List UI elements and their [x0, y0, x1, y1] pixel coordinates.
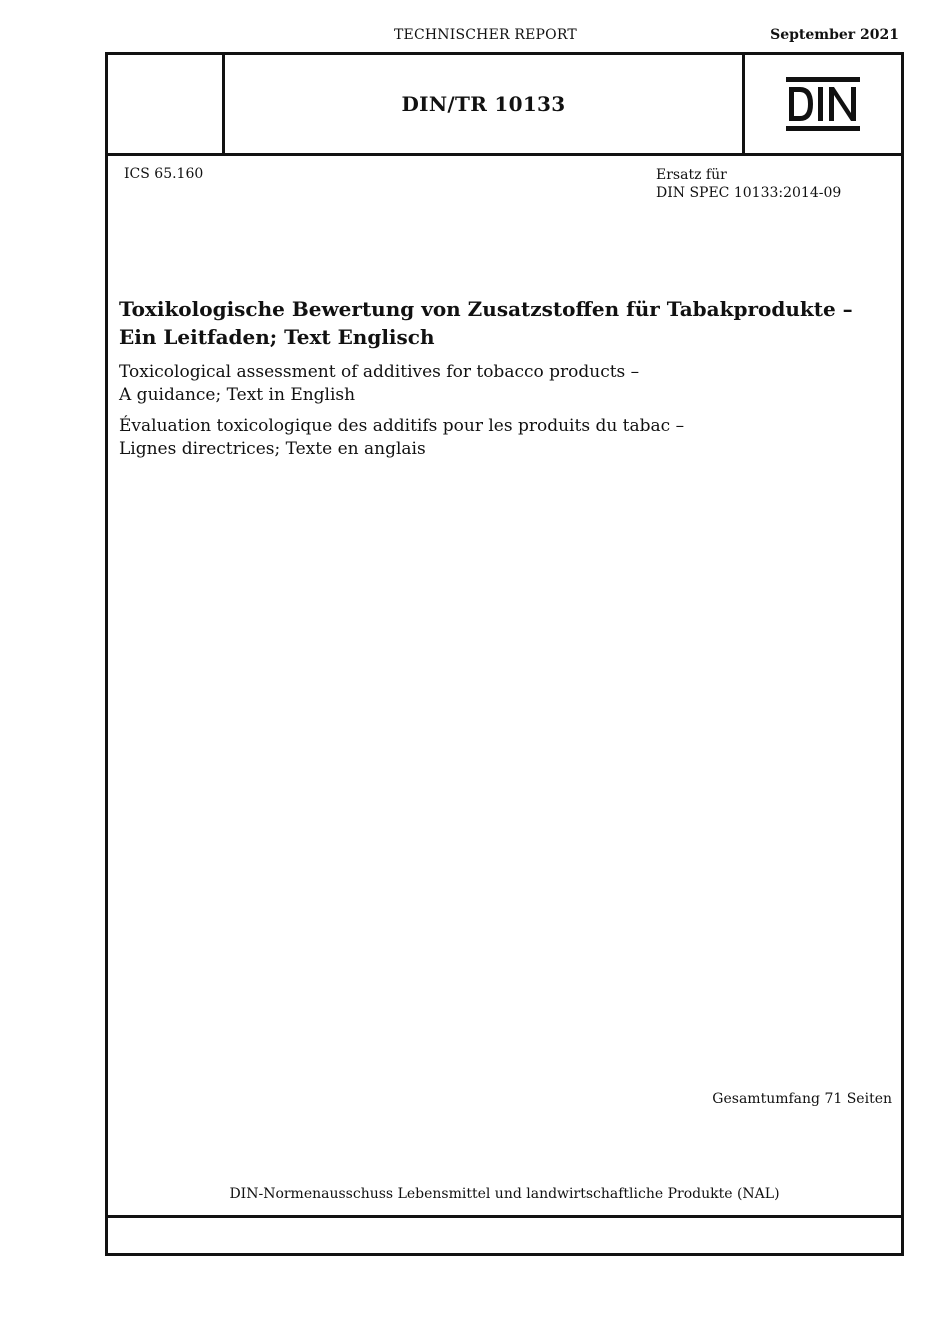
document-number: DIN/TR 10133 [401, 92, 566, 116]
page-count: Gesamtumfang 71 Seiten [712, 1091, 892, 1107]
replaces-label: Ersatz für [656, 167, 727, 183]
title-french-line1: Évaluation toxicologique des additifs pour les produits du tabac – [119, 416, 685, 436]
title-block-number-cell [225, 55, 745, 153]
replaces-block [656, 166, 841, 202]
standards-committee: DIN-Normenausschuss Lebensmittel und landwirtschaftliche Produkte (NAL) [229, 1186, 780, 1202]
title-english-line2: A guidance; Text in English [119, 385, 356, 405]
title-block-row [108, 55, 901, 156]
title-french [119, 415, 889, 461]
title-french-line2: Lignes directrices; Texte en anglais [119, 439, 426, 459]
publication-date: September 2021 [770, 27, 899, 43]
title-german-line1: Toxikologische Bewertung von Zusatzstoffen für Tabakprodukte – [119, 297, 853, 321]
title-english-line1: Toxicological assessment of additives for tobacco products – [119, 362, 640, 382]
din-logo [785, 76, 861, 132]
top-header [0, 27, 950, 47]
title-german-line2: Ein Leitfaden; Text Englisch [119, 325, 435, 349]
title-german [119, 295, 889, 351]
title-block-logo-cell [745, 55, 901, 153]
title-block-empty-cell [108, 55, 225, 153]
cover-frame [105, 52, 904, 1256]
replaced-document: DIN SPEC 10133:2014-09 [656, 185, 842, 201]
document-type: TECHNISCHER REPORT [394, 27, 577, 43]
title-english [119, 361, 889, 407]
footer-divider [108, 1215, 901, 1218]
ics-code: ICS 65.160 [124, 166, 204, 182]
